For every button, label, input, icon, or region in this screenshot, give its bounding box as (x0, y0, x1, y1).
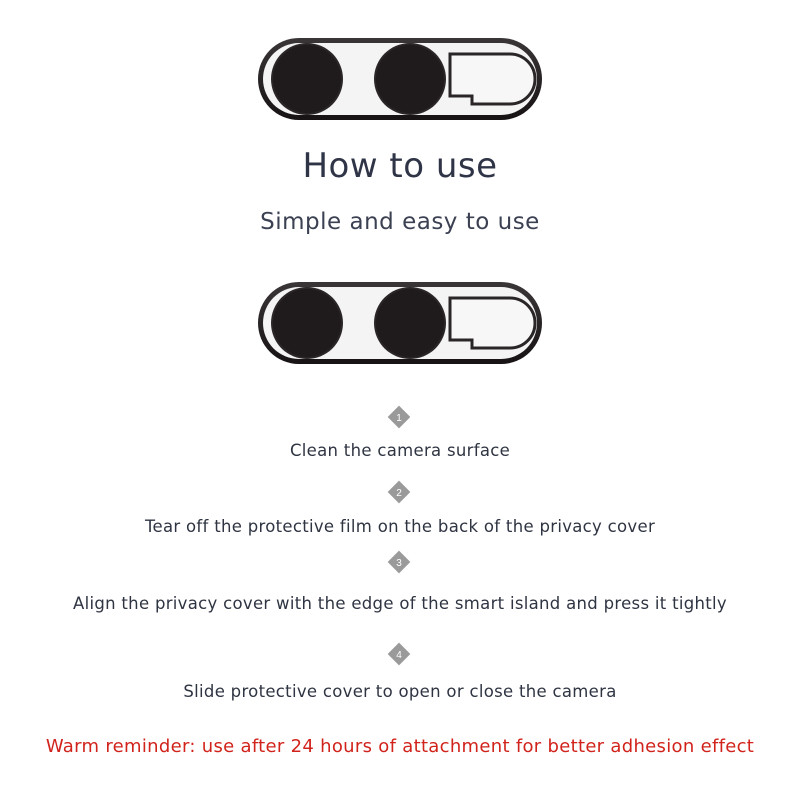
step-3-text: Align the privacy cover with the edge of the smart island and press it tightly (72, 594, 727, 613)
webcam-privacy-cover-icon (250, 278, 550, 368)
step-2-badge (387, 480, 411, 504)
step-3-badge (387, 550, 411, 574)
step-1-badge (387, 405, 411, 429)
step-2-text: Tear off the protective film on the back of the privacy cover (144, 517, 656, 536)
diamond-number-icon (387, 642, 411, 666)
diamond-number-icon (387, 480, 411, 504)
webcam-privacy-cover-icon (250, 34, 550, 124)
svg-text:4: 4 (396, 650, 402, 661)
step-4-text: Slide protective cover to open or close the camera (183, 682, 617, 701)
diamond-number-icon (387, 550, 411, 574)
svg-text:3: 3 (396, 558, 402, 569)
step-4-badge (387, 642, 411, 666)
warm-reminder: Warm reminder: use after 24 hours of attachment for better adhesion effect (45, 736, 755, 757)
webcam-cover-image-top (250, 34, 550, 124)
step-1-text: Clean the camera surface (289, 441, 511, 460)
diamond-number-icon (387, 405, 411, 429)
webcam-cover-image-middle (250, 278, 550, 368)
svg-text:2: 2 (396, 488, 402, 499)
page-subtitle: Simple and easy to use (260, 209, 540, 235)
page-title: How to use (302, 146, 498, 186)
svg-text:1: 1 (396, 413, 402, 424)
